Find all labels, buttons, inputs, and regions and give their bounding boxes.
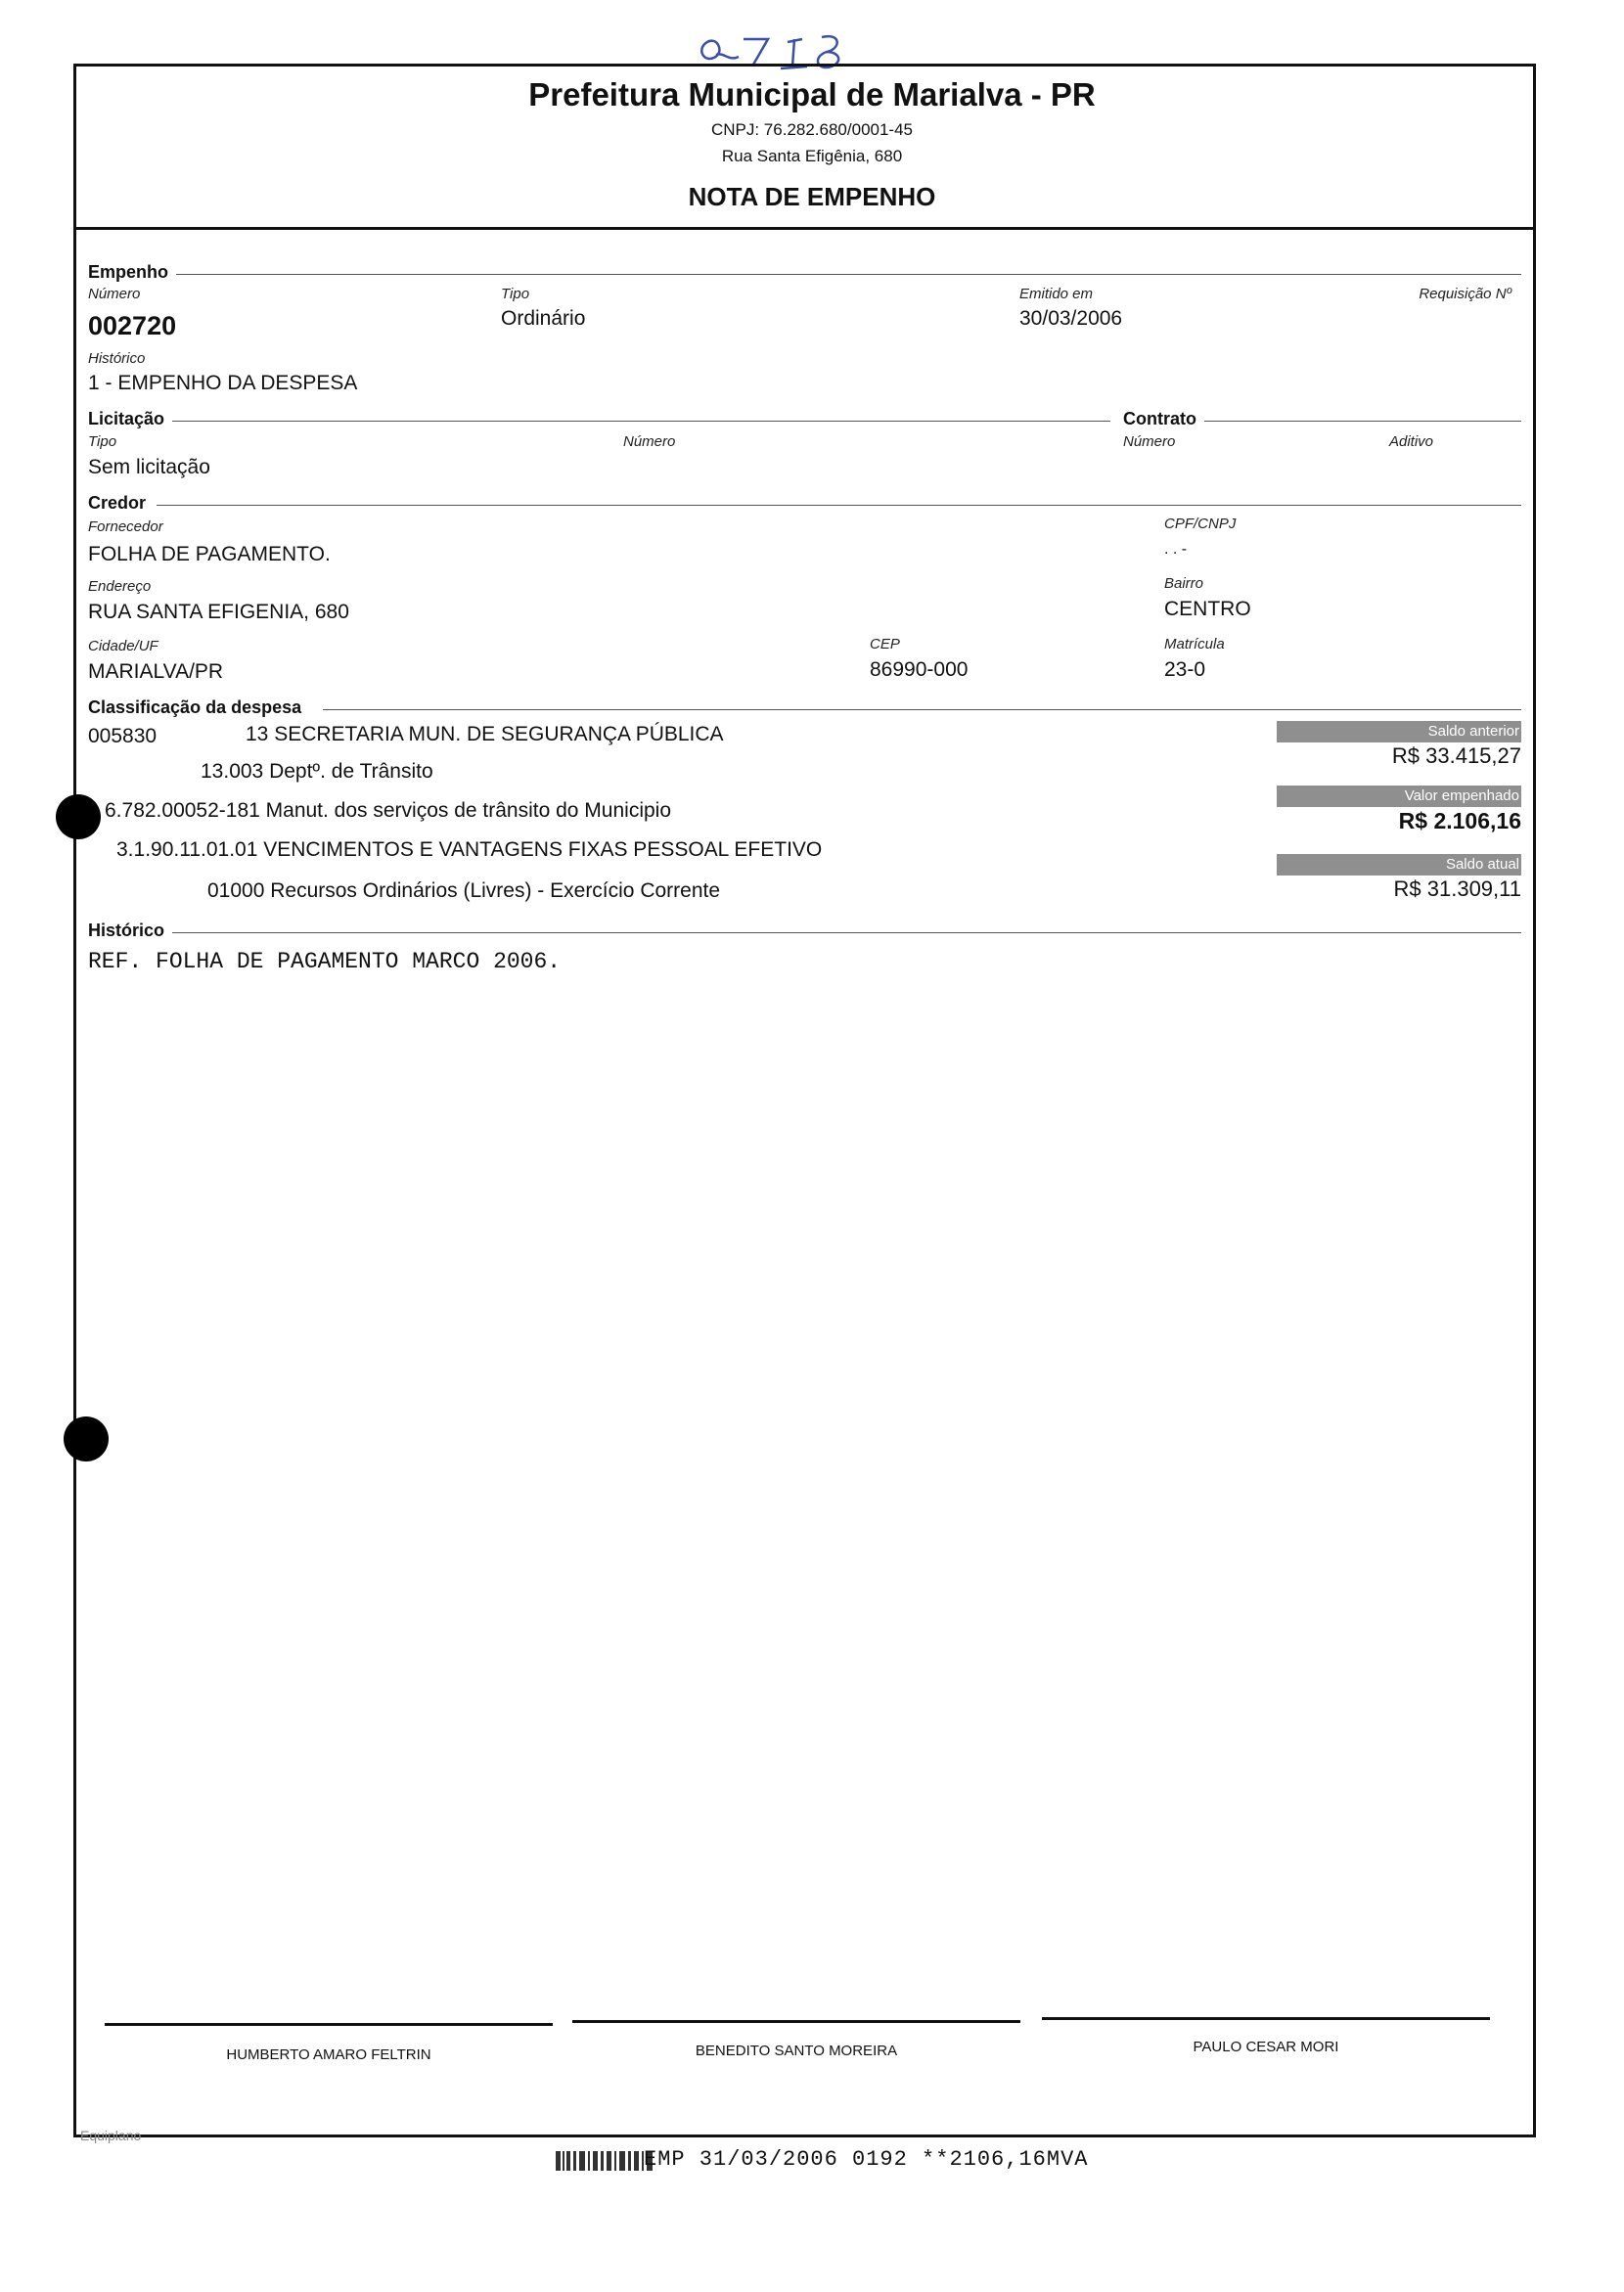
- classificacao-orgao: 13 SECRETARIA MUN. DE SEGURANÇA PÚBLICA: [246, 723, 724, 745]
- signature-name-3: PAULO CESAR MORI: [1193, 2039, 1339, 2055]
- bairro-value: CENTRO: [1164, 598, 1251, 620]
- document-title: NOTA DE EMPENHO: [688, 182, 936, 211]
- cep-label: CEP: [870, 636, 900, 652]
- empenho-numero: 002720: [88, 311, 177, 340]
- endereco-label: Endereço: [88, 578, 152, 595]
- empenho-section-label: Empenho: [88, 262, 176, 283]
- signature-line-1: [105, 2023, 553, 2026]
- contrato-section-label: Contrato: [1123, 409, 1204, 429]
- emitido-label: Emitido em: [1019, 286, 1094, 302]
- matricula-value: 23-0: [1164, 658, 1206, 681]
- saldo-anterior-label: Saldo anterior: [1277, 721, 1521, 742]
- saldo-atual-value: R$ 31.309,11: [1393, 876, 1521, 901]
- barcode-mark: [556, 2149, 657, 2173]
- valor-empenhado-value: R$ 2.106,16: [1398, 808, 1521, 833]
- signature-name-1: HUMBERTO AMARO FELTRIN: [226, 2046, 431, 2063]
- signature-name-2: BENEDITO SANTO MOREIRA: [695, 2043, 898, 2059]
- credor-line: [157, 505, 1521, 506]
- saldo-anterior-value: R$ 33.415,27: [1391, 743, 1521, 768]
- historico-section-label: Histórico: [88, 921, 172, 941]
- address-text: Rua Santa Efigênia, 680: [721, 147, 903, 165]
- cpf-label: CPF/CNPJ: [1164, 516, 1237, 532]
- licitacao-line: [171, 421, 1110, 422]
- classificacao-recurso: 01000 Recursos Ordinários (Livres) - Exercício Corrente: [207, 879, 721, 902]
- cidade-label: Cidade/UF: [88, 638, 158, 654]
- credor-section-label: Credor: [88, 493, 154, 514]
- empenho-line: [176, 274, 1521, 275]
- valor-empenhado-label: Valor empenhado: [1277, 786, 1521, 807]
- cep-value: 86990-000: [870, 658, 969, 681]
- empenho-historico-label: Histórico: [88, 350, 146, 367]
- saldo-atual-label: Saldo atual: [1277, 854, 1521, 876]
- endereco-value: RUA SANTA EFIGENIA, 680: [88, 601, 349, 623]
- historico-text: REF. FOLHA DE PAGAMENTO MARCO 2006.: [88, 949, 562, 974]
- signature-line-3: [1042, 2017, 1490, 2020]
- classificacao-section-label: Classificação da despesa: [88, 697, 309, 718]
- cpf-value: . . -: [1164, 541, 1188, 558]
- classificacao-unidade: 13.003 Deptº. de Trânsito: [201, 760, 433, 783]
- footer-brand: Equiplano: [80, 2128, 142, 2143]
- empenho-historico: 1 - EMPENHO DA DESPESA: [88, 372, 358, 394]
- licitacao-tipo: Sem licitação: [88, 456, 210, 478]
- classificacao-line: [323, 709, 1521, 710]
- signature-line-2: [572, 2020, 1020, 2023]
- classificacao-funcional: 6.782.00052-181 Manut. dos serviços de trânsito do Municipio: [105, 799, 672, 822]
- header-separator: [73, 227, 1536, 230]
- emitido-date: 30/03/2006: [1019, 307, 1123, 330]
- cidade-value: MARIALVA/PR: [88, 660, 224, 683]
- classificacao-natureza: 3.1.90.11.01.01 VENCIMENTOS E VANTAGENS FIXAS PESSOAL EFETIVO: [116, 838, 823, 861]
- requisicao-label: Requisição Nº: [1419, 286, 1511, 302]
- bairro-label: Bairro: [1164, 575, 1204, 592]
- licitacao-section-label: Licitação: [88, 409, 172, 429]
- empenho-tipo-label: Tipo: [501, 286, 530, 302]
- contrato-numero-label: Número: [1123, 433, 1176, 450]
- matricula-label: Matrícula: [1164, 636, 1225, 652]
- cnpj-text: CNPJ: 76.282.680/0001-45: [710, 120, 914, 139]
- fornecedor-label: Fornecedor: [88, 518, 163, 535]
- empenho-numero-label: Número: [88, 286, 141, 302]
- contrato-aditivo-label: Aditivo: [1389, 433, 1434, 450]
- fornecedor-value: FOLHA DE PAGAMENTO.: [88, 543, 331, 565]
- empenho-tipo: Ordinário: [501, 307, 586, 330]
- footer-stamp: EMP 31/03/2006 0192 **2106,16MVA: [644, 2147, 1089, 2172]
- contrato-line: [1203, 421, 1521, 422]
- classificacao-code: 005830: [88, 725, 158, 747]
- punch-hole-bottom: [64, 1416, 109, 1461]
- licitacao-numero-label: Número: [623, 433, 676, 450]
- licitacao-tipo-label: Tipo: [88, 433, 117, 450]
- punch-hole-top: [56, 794, 101, 839]
- historico-line: [169, 932, 1521, 933]
- page-title: Prefeitura Municipal de Marialva - PR: [528, 76, 1096, 112]
